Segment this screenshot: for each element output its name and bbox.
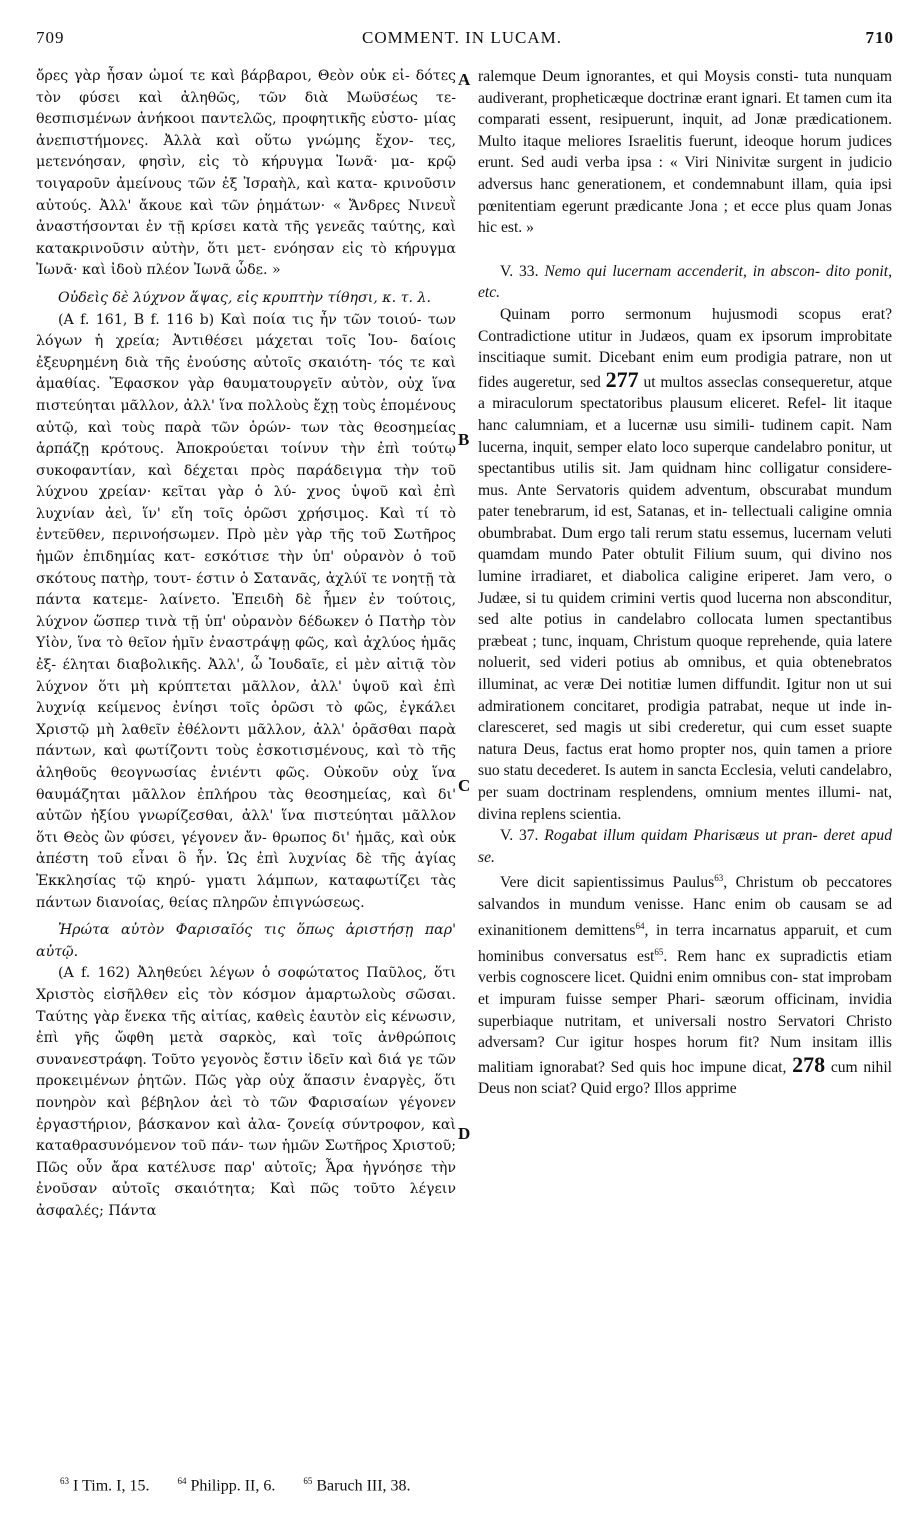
footnotes	[60, 1476, 860, 1495]
greek-lemma: Ἠρώτα αὐτὸν Φαρισαῖός τις ὅπως ἀριστήσῃ παρ' αὐτῷ.	[36, 922, 456, 960]
greek-paragraph: (A f. 161, B f. 116 b) Καὶ ποία τις ἦν τῶν τοιού- των λόγων ἡ χρεία; Ἀντιθέσει μάχεται τοῖς Ἰου- δαίοις ἐξευρημένη διὰ τῆς ἐνούσης αὐτοῖς σκαιότη- τός τε καὶ ἀμαθίας. Ἔφασκον γὰρ θαυματουργεῖν αὐτὸν, οὐχ ἵνα πιστεύηται μᾶλλον, ἀλλ' ἵνα πολλοὺς ἔχῃ τοὺς ἑπομένους αὐτῷ, καὶ τοὺς παρὰ τῶν ὁρών- των τὰς θεοσημείας ἁρπάζῃ κρότους. Ἀποκρούεται τοίνυν τὴν ἐπὶ τούτῳ συκοφαντίαν, καὶ δέχεται πρὸς παράδειγμα τὴν τοῦ λύχνου χρείαν· κεῖται γὰρ ὁ λύ- χνος ὑψοῦ καὶ ἐπὶ λυχνίαν ἀεὶ, ἵν' εἴη τοῖς ὁρῶσι χρήσιμος. Καὶ τί τὸ ἐντεῦθεν, περινοήσωμεν. Πρὸ μὲν γὰρ τῆς τοῦ Σωτῆρος ἡμῶν ἐπιδημίας κατ- εσκότισε τὴν ὑπ' οὐρανὸν ὁ τοῦ σκότους πατὴρ, τουτ- έστιν ὁ Σατανᾶς, ἀχλύϊ τε νοητῇ τὰ πάντα κατεμε- λαίνετο. Ἐπειδὴ δὲ ἦμεν ἐν τούτοις, λύχνον ὥσπερ τινὰ τῇ ὑπ' οὐρανὸν δέδωκεν ὁ Πατὴρ τὸν Υἱὸν, ἵνα τὸ θεῖον ἡμῖν ἐναστράψῃ φῶς, καὶ ἀχλύος ἡμᾶς ἐξ- έληται διαβολικῆς. Ἀλλ', ὦ Ἰουδαῖε, εἰ μὲν αἰτιᾷ τὸν λύχνον ὅτι μὴ κρύπτεται μᾶλλον, ἀλλ' ὑψοῦ καὶ ἐπὶ λυχνίᾳ κείμενος ἐνίησι τοῖς ὁρῶσι τὸ φῶς, ἐγκάλει Χριστῷ μὴ λαθεῖν ἐθέλοντι μᾶλλον, ἀλλ' ὁρᾶσθαι παρὰ πάντων, καὶ φωτίζοντι τοὺς ἐσκοτισμένους, καὶ τὸ τῆς ἀληθοῦς θεογνωσίας ἐνιέντι φῶς. Οὐκοῦν οὐχ ἵνα θαυμάζηται μᾶλλον ἐπλήρου τὰς θεοσημείας, καὶ δι' αὐτῶν ἠξίου γνωρίζεσθαι, ἀλλ' ἵνα πιστεύηται μᾶλλον ὅτι Θεὸς ὢν φύσει, γέγονεν ἄν- θρωπος δι' ἡμᾶς, καὶ οὐκ ἀπέστη τοῦ εἶναι ὃ ἦν. Ὡς ἐπὶ λυχνίας δὲ τῆς ἁγίας Ἐκκλησίας τῷ κηρύ- γματι λάμπων, καταφωτίζει τὰς πάντων διανοίας, θείας πληρῶν ἐπιγνώσεως.	[36, 311, 456, 911]
running-title: COMMENT. IN LUCAM.	[362, 28, 562, 47]
latin-text: . Rem hanc ex supradictis etiam verbis cognoscere licet. Quidni enim omnibus con- stat improbam et impuram fuisse semper Phari- sæorum officinam, invidia superbiaque nutritam, et universali nostro Servatori Christo adversam? Cur igitur hospes horum fit? Num insitam illis malitiam ignorabat? Sed quis hoc impune dicat,	[478, 947, 892, 1076]
footnote-ref: 65	[654, 946, 664, 957]
greek-lemma: Οὐδεὶς δὲ λύχνον ἅψας, εἰς κρυπτὴν τίθησι, κ. τ. λ.	[58, 289, 431, 306]
lemma-text: Rogabat illum quidam Pharisæus ut pran- deret apud se.	[478, 827, 892, 866]
footnote-number: 63	[60, 1476, 69, 1486]
latin-text-column	[478, 66, 892, 1100]
footnote-ref: 63	[714, 873, 724, 884]
latin-paragraph	[478, 868, 892, 1100]
page-number-left: 709	[36, 28, 65, 47]
margin-letter-c: C	[458, 776, 471, 795]
latin-paragraph	[478, 304, 892, 825]
page-number-right: 710	[865, 28, 894, 47]
column-number: 278	[792, 1051, 826, 1077]
footnote-text: I Tim. I, 15.	[73, 1477, 150, 1495]
footnote-ref: 64	[635, 920, 645, 931]
latin-text: , Christum ob peccatores salvandos in mundum venisse. Hanc enim ob causam se ad exinanitionem demittens	[478, 874, 892, 939]
margin-letter-d: D	[458, 1124, 471, 1143]
column-number: 277	[605, 366, 639, 392]
latin-lemma	[478, 261, 892, 304]
greek-paragraph: (A f. 162) Ἀληθεύει λέγων ὁ σοφώτατος Παῦλος, ὅτι Χριστὸς εἰσῆλθεν εἰς τὸν κόσμον ἁμαρτωλοὺς σῶσαι. Ταύτης γὰρ ἕνεκα τῆς αἰτίας, καθεὶς ἑαυτὸν εἰς κένωσιν, ἐπὶ γῆς ὤφθη μετὰ σαρκὸς, καὶ τοῖς ἀνθρώποις συνανεστράφη. Τοῦτο γεγονὸς ἔστιν ἰδεῖν καὶ διά γε τῶν προκειμένων ῥητῶν. Πῶς γὰρ οὐχ ἅπασιν ἐναργὲς, ὅτι πονηρὸν καὶ βέβηλον ἀεὶ τὸ τῶν Φαρισαίων γέγονεν ἐργαστήριον, βάσκανον καὶ ἀλα- ζονείᾳ σύντροφον, καὶ καταθρασυνόμενον τοῦ πάν- των ἡμῶν Σωτῆρος Χριστοῦ; Πῶς οὖν ἄρα κατέλυσε παρ' αὐτοῖς; Ἆρα ἠγνόησε τὴν ἐνοῦσαν αὐτοῖς σκαιότητα; Καὶ πῶς τοῦτο λέγειν ἀσφαλές; Πάντα	[36, 965, 456, 1219]
latin-lemma	[478, 825, 892, 868]
margin-letter-b: B	[458, 430, 470, 449]
greek-paragraph: ὄρες γὰρ ἦσαν ὠμοί τε καὶ βάρβαροι, Θεὸν οὐκ εἰ- δότες τὸν φύσει καὶ ἀληθῶς, τῶν διὰ Μωϋσέως τε- θεσπισμένων ἀνήκοοι παντελῶς, προφητικῆς εὐστο- μίας ἀνεπιστήμονες. Ἀλλὰ καὶ οὕτω γνώμης ἔχον- τες, μετενόησαν, φησὶν, εἰς τὸ κήρυγμα Ἰωνᾶ· μα- κρῷ τοιγαροῦν ἀμείνους τῶν ἐξ Ἰσραὴλ, καὶ κατα- κρινοῦσιν αὐτούς. Ἀλλ' ἄκουε καὶ τῶν ῥημάτων· « Ἄνδρες Νινευῒ ἀναστήσονται ἐν τῇ κρίσει κατὰ τῆς γενεᾶς ταύτης, καὶ κατακρινοῦσιν αὐτὴν, ὅτι μετ- ενόησαν εἰς τὸ κήρυγμα Ἰωνᾶ· καὶ ἰδοὺ πλέον Ἰωνᾶ ὧδε. »	[36, 68, 456, 279]
footnote-number: 64	[177, 1476, 187, 1486]
latin-text: cum nihil Deus non sciat? Quid ergo? Illos apprime	[478, 1058, 892, 1098]
latin-text: Quinam porro sermonum hujusmodi scopus erat? Contradictione utitur in Judæos, quam ex ipsorum improbitate inscitiaque sumit. Dicebant enim eum prodigia patrare, non ut fides augeretur, sed	[478, 305, 892, 391]
latin-paragraph: ralemque Deum ignorantes, et qui Moysis consti- tuta nunquam audiverant, propheticæque doctrinæ erant ignari. Et tamen cum ita comparati essent, resipuerunt, inquit, ad Jonæ prædicationem. Multo itaque meliores Israelitis fuerunt, ideoque horum judices erunt. Sed audi verba ipsa : « Viri Ninivitæ surgent in judicio adversus hanc generationem, et condemnabunt illam, quia ipsi pœnitentiam egerunt prædicante Jona ; et ecce plus quam Jonas hic est. »	[478, 68, 892, 237]
lemma-verse: V. 37.	[500, 827, 539, 845]
lemma-text: Nemo qui lucernam accenderit, in abscon- dito ponit, etc.	[478, 262, 892, 302]
latin-text: , in terra incarnatus apparuit, et cum hominibus conversatus est	[478, 921, 892, 965]
footnote-number: 65	[303, 1476, 313, 1486]
margin-letter-a: A	[458, 70, 471, 89]
latin-text: ut multos asseclas consequeretur, atque a miraculorum spectatoribus plausum eliceret. Refel- lit itaque hanc calumniam, et a lucernæ usu simili- tudinem capit. Nam lucerna, inquit, semper elato loco superque candelabro ponitur, ut spectantibus utilis sit. Jam quidnam hinc colligatur considere- mus. Ante Servatoris quidem adventum, obscurabat mundum pater tenebrarum, id est, Satanas, et in- tellectuali caligine omnia obumbrabat. Dum ergo tali rerum statu essemus, lucernam veluti quamdam mundo Pater obtulit Filium suum, qui divino nos lumine irradiaret, et diabolica caligine eriperet. Jam vero, o Judæe, si tu quidem crimini vertis quod lucerna non absconditur, sed alte potius in candelabro collocata lumen spectantibus præbeat ; tunc, inquam, Christum quoque reprehende, quia latere noluerit, sed videri potius ab omnibus, et quia obtenebratos illuminat, ac veræ Dei notitiæ lumen diffundit. Igitur non ut sui admirationem concitaret, prodigia patrabat, neque ut inde in- claresceret, sed magis ut sibi crederetur, qui cum esset suapte natura Deus, factus erat homo propter nos, quin tamen a priore suo statu decederet. Is autem in sancta Ecclesia, veluti candelabro, per suam doctrinam resplendens, omnium mentes illumi- nat, divina replens scientia.	[478, 373, 893, 823]
lemma-verse: V. 33.	[500, 262, 539, 280]
footnote-text: Baruch III, 38.	[316, 1477, 411, 1495]
latin-text: Vere dicit sapientissimus Paulus	[500, 874, 715, 892]
footnote-text: Philipp. II, 6.	[190, 1477, 276, 1495]
greek-text-column	[36, 66, 456, 1222]
